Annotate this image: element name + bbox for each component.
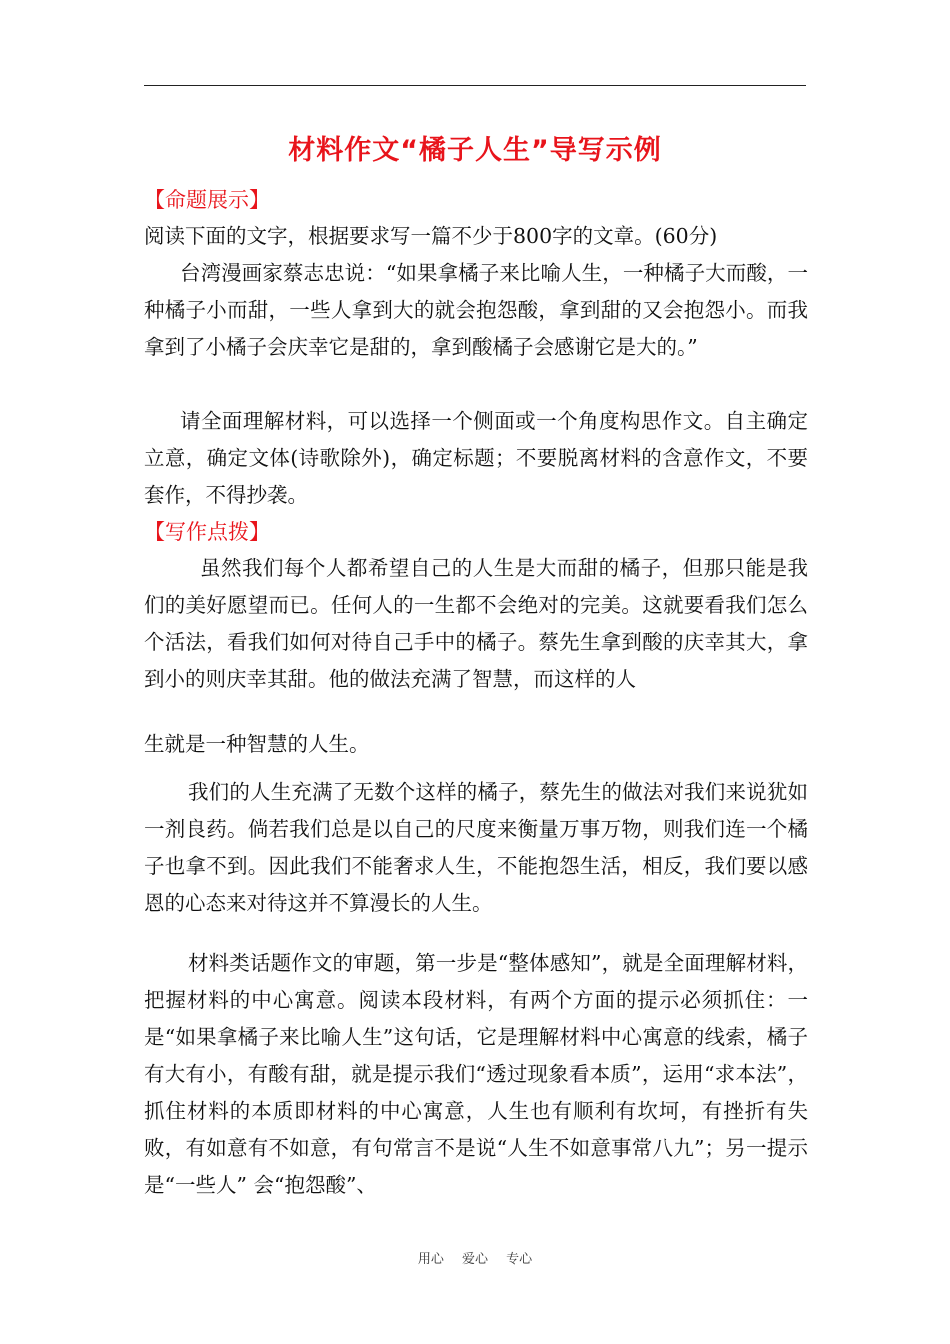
paragraph-quote: 台湾漫画家蔡志忠说：“如果拿橘子来比喻人生，一种橘子大而酸，一种橘子小而甜，一些人拿到大的就会抱怨酸，拿到甜的又会抱怨小。而我拿到了小橘子会庆幸它是甜的，拿到酸橘子会感谢它是大的。” <box>144 261 808 359</box>
header-rule <box>144 85 806 86</box>
section-heading-proposition: 【命题展示】 <box>144 188 270 212</box>
paragraph-guidance-1-continued: 生就是一种智慧的人生。 <box>144 732 370 756</box>
paragraph-instructions: 阅读下面的文字，根据要求写一篇不少于800字的文章。(60分) <box>144 224 718 248</box>
paragraph-guidance-2: 我们的人生充满了无数个这样的橘子，蔡先生的做法对我们来说犹如一剂良药。倘若我们总是以自己的尺度来衡量万事万物，则我们连一个橘子也拿不到。因此我们不能奢求人生，不能抱怨生活，相反，我们要以感恩的心态来对待这并不算漫长的人生。 <box>144 780 808 915</box>
paragraph-guidance-3: 材料类话题作文的审题，第一步是“整体感知”，就是全面理解材料，把握材料的中心寓意。阅读本段材料，有两个方面的提示必须抓住：一是“如果拿橘子来比喻人生”这句话，它是理解材料中心寓意的线索，橘子有大有小，有酸有甜，就是提示我们“透过现象看本质”，运用“求本法”，抓住材料的本质即材料的中心寓意，人生也有顺利有坎坷，有挫折有失败，有如意有不如意，有句常言不是说“人生不如意事常八九”；另一提示是“一些人” 会“抱怨酸”、 <box>144 951 808 1197</box>
page-footer: 用心 爱心 专心 <box>417 1252 533 1267</box>
document-title: 材料作文“橘子人生”导写示例 <box>288 135 662 166</box>
section-heading-guidance: 【写作点拨】 <box>144 520 270 544</box>
paragraph-requirements: 请全面理解材料，可以选择一个侧面或一个角度构思作文。自主确定立意，确定文体(诗歌除外)，确定标题；不要脱离材料的含意作文，不要套作，不得抄袭。 <box>144 409 808 507</box>
paragraph-guidance-1: 虽然我们每个人都希望自己的人生是大而甜的橘子，但那只能是我们的美好愿望而已。任何人的一生都不会绝对的完美。这就要看我们怎么个活法，看我们如何对待自己手中的橘子。蔡先生拿到酸的庆幸其大，拿到小的则庆幸其甜。他的做法充满了智慧，而这样的人 <box>144 556 808 691</box>
